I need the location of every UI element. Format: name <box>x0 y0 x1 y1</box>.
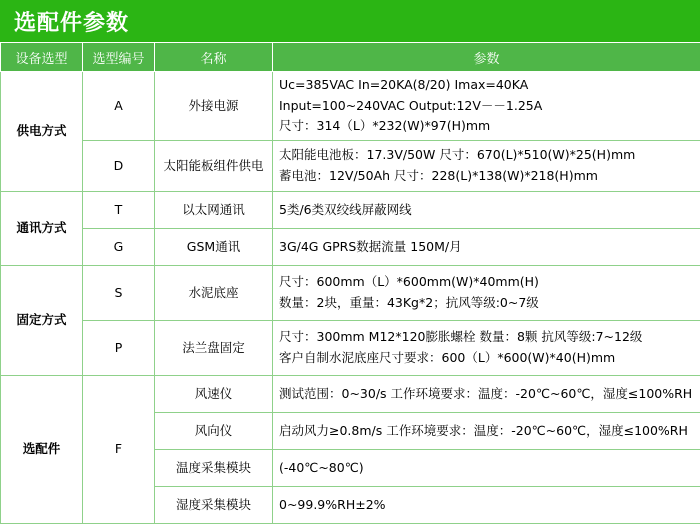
table-row <box>1 376 700 413</box>
row-code: D <box>83 141 155 192</box>
parameter-table <box>0 42 700 524</box>
param-line: 数量：2块，重量：43Kg*2；抗风等级:0~7级 <box>279 293 694 314</box>
row-name: 风速仪 <box>155 376 273 413</box>
column-header-code: 选型编号 <box>83 43 155 72</box>
group-label-mounting: 固定方式 <box>1 266 83 376</box>
row-param <box>273 376 700 413</box>
group-label-power: 供电方式 <box>1 72 83 192</box>
row-name: 法兰盘固定 <box>155 321 273 376</box>
table-row <box>1 229 700 266</box>
param-line: 测试范围：0~30/s 工作环境要求：温度：-20℃~60℃，湿度≤100%RH <box>279 384 694 405</box>
row-param <box>273 72 700 141</box>
table-header-row <box>1 43 700 72</box>
row-name: 湿度采集模块 <box>155 487 273 524</box>
table-row <box>1 321 700 376</box>
row-param <box>273 266 700 321</box>
row-name: 以太网通讯 <box>155 192 273 229</box>
row-name: 太阳能板组件供电 <box>155 141 273 192</box>
table-row <box>1 72 700 141</box>
param-line: 3G/4G GPRS数据流量 150M/月 <box>279 237 694 258</box>
row-name: GSM通讯 <box>155 229 273 266</box>
param-line: 0~99.9%RH±2% <box>279 495 694 516</box>
row-code: S <box>83 266 155 321</box>
param-line: Input=100~240VAC Output:12V－－1.25A <box>279 96 694 117</box>
row-code: A <box>83 72 155 141</box>
param-line: 客户自制水泥底座尺寸要求：600（L）*600(W)*40(H)mm <box>279 348 694 369</box>
row-name: 水泥底座 <box>155 266 273 321</box>
row-code: T <box>83 192 155 229</box>
param-line: Uc=385VAC In=20KA(8/20) Imax=40KA <box>279 75 694 96</box>
row-name: 风向仪 <box>155 413 273 450</box>
table-row <box>1 141 700 192</box>
column-header-device-type: 设备选型 <box>1 43 83 72</box>
row-name: 外接电源 <box>155 72 273 141</box>
table-row <box>1 192 700 229</box>
row-param <box>273 321 700 376</box>
row-code: P <box>83 321 155 376</box>
row-param <box>273 229 700 266</box>
param-line: (-40℃~80℃) <box>279 458 694 479</box>
column-header-param: 参数 <box>273 43 700 72</box>
row-param <box>273 487 700 524</box>
group-label-accessory: 选配件 <box>1 376 83 524</box>
page-title-banner <box>0 0 700 42</box>
param-line: 启动风力≥0.8m/s 工作环境要求：温度：-20℃~60℃，湿度≤100%RH <box>279 421 694 442</box>
param-line: 蓄电池：12V/50Ah 尺寸：228(L)*138(W)*218(H)mm <box>279 166 694 187</box>
param-line: 尺寸：300mm M12*120膨胀螺栓 数量：8颗 抗风等级:7~12级 <box>279 327 694 348</box>
page-title: 选配件参数 <box>14 6 129 37</box>
row-param <box>273 450 700 487</box>
param-line: 5类/6类双绞线屏蔽网线 <box>279 200 694 221</box>
row-param <box>273 192 700 229</box>
param-line: 太阳能电池板：17.3V/50W 尺寸：670(L)*510(W)*25(H)mm <box>279 145 694 166</box>
row-param <box>273 141 700 192</box>
row-name: 温度采集模块 <box>155 450 273 487</box>
param-line: 尺寸：314（L）*232(W)*97(H)mm <box>279 116 694 137</box>
row-param <box>273 413 700 450</box>
param-line: 尺寸：600mm（L）*600mm(W)*40mm(H) <box>279 272 694 293</box>
row-code: G <box>83 229 155 266</box>
group-label-communication: 通讯方式 <box>1 192 83 266</box>
column-header-name: 名称 <box>155 43 273 72</box>
table-row <box>1 266 700 321</box>
row-code: F <box>83 376 155 524</box>
